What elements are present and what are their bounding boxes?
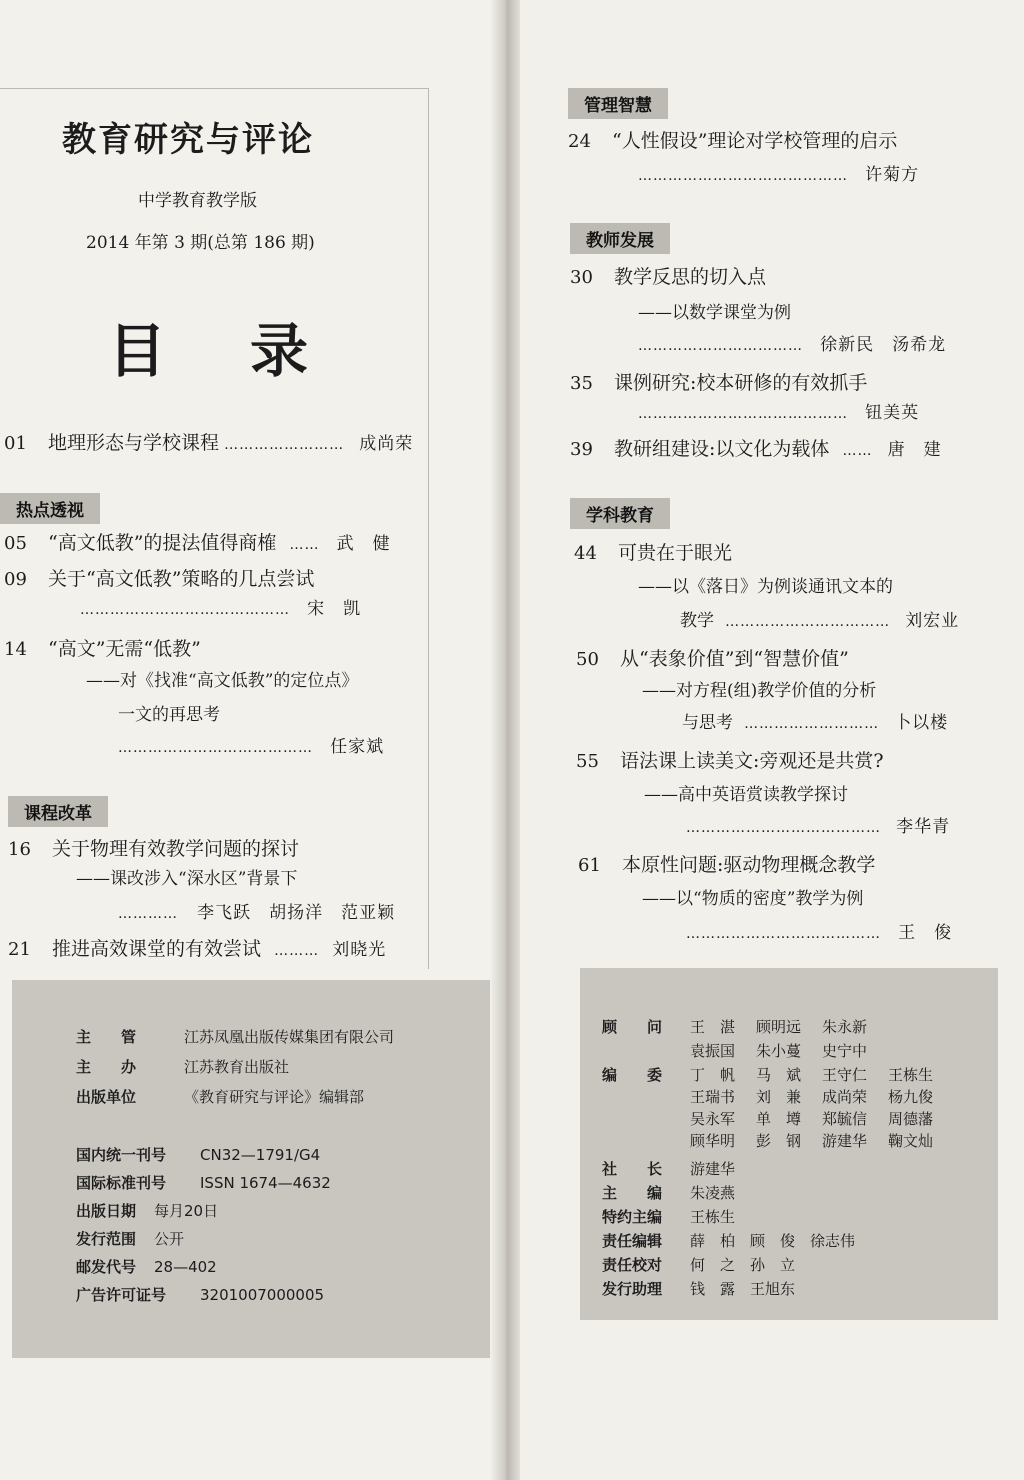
toc-entry[interactable] <box>570 262 766 289</box>
article-author: 宋 凯 <box>307 599 362 619</box>
info-label: 邮发代号 <box>76 1258 137 1276</box>
article-title: 语法课上读美文:旁观还是共赏? <box>620 750 884 772</box>
info-row <box>76 1086 364 1107</box>
article-author: 刘晓光 <box>332 940 387 960</box>
article-author: 武 健 <box>336 534 391 554</box>
role-value: 钱 露 王旭东 <box>690 1280 796 1298</box>
page-number: 55 <box>576 751 599 772</box>
role-row <box>602 1230 855 1251</box>
role-label: 责任校对 <box>602 1256 663 1274</box>
board-member: 游建华 <box>822 1132 868 1150</box>
info-label: 国内统一刊号 <box>76 1146 167 1164</box>
page-number: 35 <box>570 373 593 394</box>
info-value: 28—402 <box>154 1258 217 1276</box>
article-author: 任家斌 <box>330 737 385 757</box>
toc-entry[interactable] <box>576 644 849 671</box>
editorial-board-box <box>580 968 998 1320</box>
role-value: 何 之 孙 立 <box>690 1256 796 1274</box>
board-row <box>602 1130 954 1151</box>
page-number: 44 <box>574 543 597 564</box>
article-title: 推进高效课堂的有效尝试 <box>52 938 262 960</box>
board-member: 丁 帆 <box>690 1066 736 1084</box>
article-author: 李飞跃 胡扬洋 范亚颖 <box>197 903 396 923</box>
toc-entry-line <box>682 708 948 733</box>
toc-entry-line <box>638 398 919 423</box>
role-value: 王栋生 <box>690 1208 736 1226</box>
article-subtitle: ——以数学课堂为例 <box>638 303 791 323</box>
toc-entry[interactable] <box>4 428 413 455</box>
toc-entry-line <box>686 918 952 943</box>
leader-dots: …………………………… <box>638 338 803 354</box>
info-value: 江苏凤凰出版传媒集团有限公司 <box>184 1028 395 1046</box>
role-label: 发行助理 <box>602 1280 663 1298</box>
section-header: 管理智慧 <box>568 88 668 119</box>
info-label: 主 管 <box>76 1028 137 1046</box>
article-subtitle: ——以“物质的密度”教学为例 <box>642 889 864 909</box>
toc-entry[interactable] <box>4 528 391 555</box>
article-title: “高文低教”的提法值得商榷 <box>48 532 277 554</box>
section-header: 热点透视 <box>0 493 100 524</box>
article-title: 关于物理有效教学问题的探讨 <box>52 838 300 860</box>
board-member: 鞠文灿 <box>888 1132 934 1150</box>
toc-entry[interactable] <box>8 934 386 961</box>
board-member: 朱小蔓 <box>756 1042 802 1060</box>
role-value: 游建华 <box>690 1160 736 1178</box>
page-number: 05 <box>4 533 27 554</box>
role-label: 责任编辑 <box>602 1232 663 1250</box>
board-member: 刘 兼 <box>756 1088 802 1106</box>
toc-entry-line <box>118 898 395 923</box>
leader-dots: ………… <box>118 906 178 922</box>
info-row <box>76 1256 217 1277</box>
info-row <box>76 1228 184 1249</box>
toc-entry-line <box>118 732 384 757</box>
info-row <box>76 1144 320 1165</box>
toc-heading: 目录 <box>108 317 393 385</box>
board-row <box>602 1086 954 1107</box>
page-number: 14 <box>4 639 27 660</box>
article-title: 教学反思的切入点 <box>614 266 767 288</box>
article-author: 成尚荣 <box>359 434 414 454</box>
page-number: 01 <box>4 433 27 454</box>
board-member: 朱永新 <box>822 1018 868 1036</box>
board-member: 单 墫 <box>756 1110 802 1128</box>
board-member: 吴永军 <box>690 1110 736 1128</box>
board-member: 史宁中 <box>822 1042 868 1060</box>
board-member: 顾明远 <box>756 1018 802 1036</box>
article-author: 钮美英 <box>865 403 920 423</box>
publisher-info-box <box>12 980 492 1358</box>
toc-entry[interactable] <box>4 634 201 661</box>
board-member: 王瑞书 <box>690 1088 736 1106</box>
role-row <box>602 1254 795 1275</box>
magazine-edition: 中学教育教学版 <box>138 191 257 211</box>
info-row <box>76 1172 331 1193</box>
toc-entry[interactable] <box>568 126 897 153</box>
board-member: 袁振国 <box>690 1042 736 1060</box>
info-label: 广告许可证号 <box>76 1286 167 1304</box>
page-number: 24 <box>568 131 591 152</box>
article-title: 关于“高文低教”策略的几点尝试 <box>48 568 315 590</box>
toc-entry[interactable] <box>570 368 867 395</box>
article-subtitle: 与思考 <box>682 713 733 733</box>
article-subtitle: ——以《落日》为例谈通讯文本的 <box>638 577 893 597</box>
book-gutter <box>490 0 522 1480</box>
section-header: 教师发展 <box>570 223 670 254</box>
leader-dots: ………………………………… <box>118 740 313 756</box>
article-title: 教研组建设:以文化为载体 <box>614 438 830 460</box>
role-label: 社 长 <box>602 1160 663 1178</box>
page-number: 39 <box>570 439 593 460</box>
article-subtitle: ——对方程(组)教学价值的分析 <box>642 681 877 701</box>
leader-dots: …………………………… <box>725 614 891 630</box>
page-number: 21 <box>8 939 31 960</box>
info-label: 国际标准刊号 <box>76 1174 167 1192</box>
page-number: 09 <box>4 569 27 590</box>
role-row <box>602 1158 735 1179</box>
info-row <box>76 1056 289 1077</box>
page-number: 50 <box>576 649 599 670</box>
article-title: “高文”无需“低教” <box>48 638 201 660</box>
leader-dots: …… <box>842 443 873 459</box>
leader-dots: …………………………………… <box>638 406 848 422</box>
info-value: ISSN 1674—4632 <box>200 1174 331 1192</box>
page-number: 16 <box>8 839 31 860</box>
info-label: 发行范围 <box>76 1230 137 1248</box>
page-number: 61 <box>578 855 601 876</box>
page-number: 30 <box>570 267 593 288</box>
leader-dots: …………………………………… <box>80 602 290 618</box>
info-value: 江苏教育出版社 <box>184 1058 290 1076</box>
article-subtitle: ——课改涉入“深水区”背景下 <box>76 869 298 889</box>
article-author: 王 俊 <box>898 923 953 943</box>
leader-dots: ……………………… <box>744 716 880 732</box>
leader-dots: ………………………………… <box>686 820 881 836</box>
section-header: 课程改革 <box>8 796 108 827</box>
info-value: 每月20日 <box>154 1202 219 1220</box>
board-member: 王 湛 <box>690 1018 736 1036</box>
role-row <box>602 1182 735 1203</box>
article-author: 唐 建 <box>887 440 942 460</box>
article-author: 徐新民 汤希龙 <box>820 335 947 355</box>
info-value: CN32—1791/G4 <box>200 1146 321 1164</box>
toc-entry[interactable] <box>574 538 732 565</box>
article-title: “人性假设”理论对学校管理的启示 <box>612 130 898 152</box>
board-member: 郑毓信 <box>822 1110 868 1128</box>
article-title: 地理形态与学校课程 <box>48 432 220 454</box>
article-subtitle: ——高中英语赏读教学探讨 <box>644 785 848 805</box>
role-value: 薛 柏 顾 俊 徐志伟 <box>690 1232 856 1250</box>
article-title: 本原性问题:驱动物理概念教学 <box>622 854 876 876</box>
board-member: 彭 钢 <box>756 1132 802 1150</box>
toc-entry[interactable] <box>4 564 314 591</box>
article-title: 从“表象价值”到“智慧价值” <box>620 648 849 670</box>
board-label: 编 委 <box>602 1066 663 1084</box>
role-value: 朱凌燕 <box>690 1184 736 1202</box>
board-member: 王栋生 <box>888 1066 934 1084</box>
toc-entry-line <box>686 812 950 837</box>
magazine-title: 教育研究与评论 <box>62 120 314 160</box>
article-author: 李华青 <box>896 817 951 837</box>
info-row <box>76 1284 324 1305</box>
board-member: 马 斌 <box>756 1066 802 1084</box>
info-value: 公开 <box>154 1230 185 1248</box>
info-label: 出版日期 <box>76 1202 137 1220</box>
role-row <box>602 1206 735 1227</box>
board-member: 顾华明 <box>690 1132 736 1150</box>
toc-entry-line <box>638 330 946 355</box>
toc-entry-line <box>638 160 919 185</box>
article-author: 许菊方 <box>865 165 920 185</box>
section-header: 学科教育 <box>570 498 670 529</box>
toc-entry-line <box>680 606 959 631</box>
article-title: 可贵在于眼光 <box>618 542 733 564</box>
toc-entry[interactable] <box>578 850 875 877</box>
issue-number: 2014 年第 3 期(总第 186 期) <box>86 233 315 253</box>
info-row <box>76 1026 394 1047</box>
leader-dots: ………………………………… <box>686 926 881 942</box>
article-subtitle: 一文的再思考 <box>118 705 220 725</box>
info-label: 主 办 <box>76 1058 137 1076</box>
board-member: 杨九俊 <box>888 1088 934 1106</box>
article-author: 刘宏业 <box>905 611 960 631</box>
info-row <box>76 1200 218 1221</box>
role-label: 特约主编 <box>602 1208 663 1226</box>
article-title: 课例研究:校本研修的有效抓手 <box>614 372 868 394</box>
leader-dots: …… <box>289 537 320 553</box>
toc-entry-line <box>80 594 361 619</box>
board-row <box>602 1016 888 1037</box>
info-label: 出版单位 <box>76 1088 137 1106</box>
toc-entry[interactable] <box>570 434 942 461</box>
role-row <box>602 1278 795 1299</box>
board-member: 周德藩 <box>888 1110 934 1128</box>
article-subtitle: ——对《找准“高文低教”的定位点》 <box>86 671 359 691</box>
board-row <box>602 1108 954 1129</box>
board-label: 顾 问 <box>602 1018 663 1036</box>
info-value: 3201007000005 <box>200 1286 325 1304</box>
toc-entry[interactable] <box>576 746 884 773</box>
leader-dots: ……… <box>274 943 320 959</box>
left-page <box>0 0 497 1480</box>
leader-dots: …………………………………… <box>638 168 848 184</box>
article-author: 卜以楼 <box>894 713 949 733</box>
info-value: 《教育研究与评论》编辑部 <box>184 1088 365 1106</box>
board-member: 成尚荣 <box>822 1088 868 1106</box>
role-label: 主 编 <box>602 1184 663 1202</box>
toc-entry[interactable] <box>8 834 299 861</box>
article-subtitle: 教学 <box>680 611 714 631</box>
board-member: 王守仁 <box>822 1066 868 1084</box>
board-row <box>602 1040 888 1061</box>
leader-dots: …………………… <box>224 437 345 453</box>
board-row <box>602 1064 954 1085</box>
